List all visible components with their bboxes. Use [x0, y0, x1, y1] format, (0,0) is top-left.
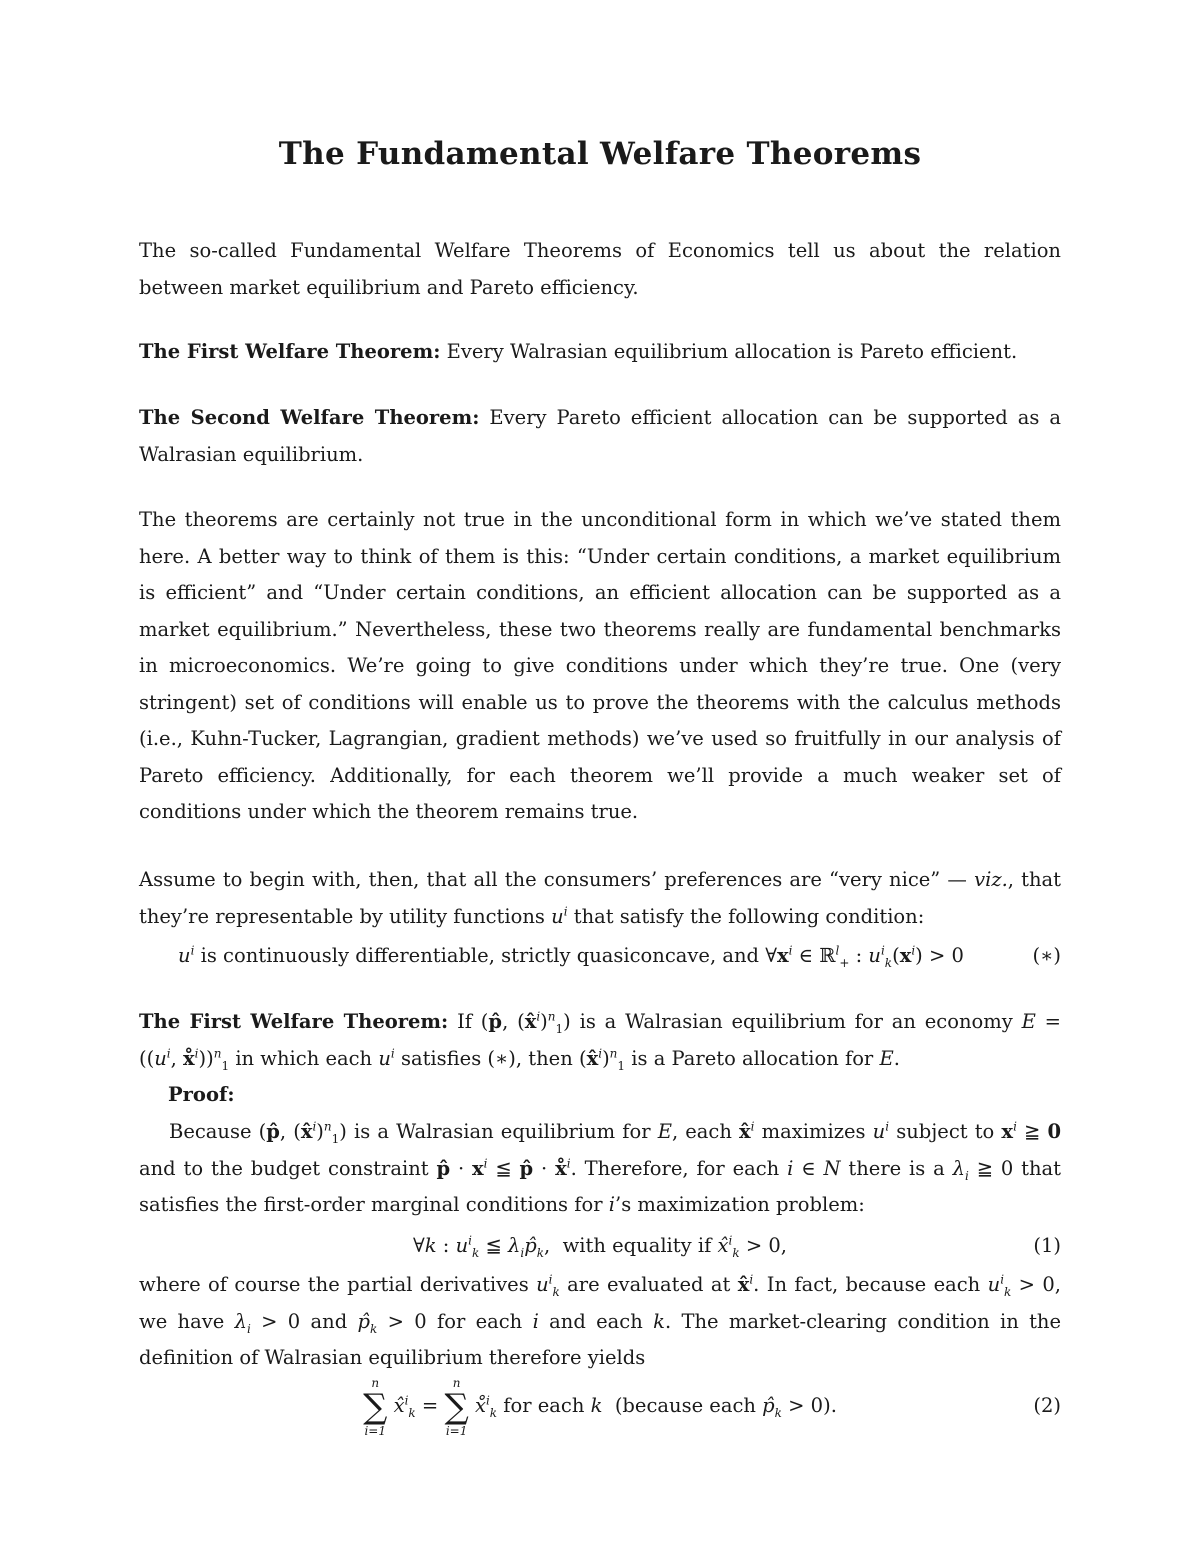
equation-tag-star: (∗) [1032, 944, 1061, 967]
equation-tag-1: (1) [1033, 1234, 1061, 1257]
second-theorem-statement [139, 400, 1061, 473]
first-theorem-label: The First Welfare Theorem: [139, 340, 441, 363]
proof-paragraph: Because (p̂, (x̂$^i$)$^n_1$) is a Walrasian equilibrium for E, each x̂$^i$ maximizes $u^i$ subject to $x^i$ ≧ 0 and to the budget constraint p̂ · $x^i$ ≦ p̂ · x̊$^i$. Therefore, for each i ∈ N there is a $\lambda_i$ ≧ 0 that satisfies the first-order marginal conditions for i’s maximization problem: [139, 1119, 1062, 1216]
assumption-paragraph: Assume to begin with, then, that all the consumers’ preferences are “very nice” — viz., that they’re representable by utility functions $u^i$ that satisfy the following condition: [139, 868, 1061, 928]
condition-star: $u^i$ is continuously differentiable, strictly quasiconcave, and $\forall x^i$ ∈ ℝ$^l_+$ : $u^i_k(x^i) > 0$ (∗) [178, 938, 1061, 974]
proof-label: Proof: [168, 1083, 235, 1106]
equation-2: n ∑ i=1 x̂$^i_k$ = n ∑ i=1 x̊$^i_k$ for each k (because each $p̂_k > 0$). (2) [139, 1370, 1061, 1442]
equation-tag-2: (2) [1033, 1394, 1061, 1417]
proof-label-line [168, 1077, 1061, 1114]
after-eq1-paragraph: where of course the partial derivatives $u^i_k$ are evaluated at x̂$^i$. In fact, because each $u^i_k > 0$, we have $\lambda_i > 0$ and $p̂_k > 0$ for each i and each k. The market-clearing condition in the definition of Walrasian equilibrium therefore yields [139, 1272, 1062, 1369]
discussion-paragraph: The theorems are certainly not true in the unconditional form in which we’ve stated them here. A better way to think of them is this: “Under certain conditions, a market equilibrium is efficient” and “Under certain conditions, an efficient allocation can be supported as a market equilibrium.” Nevertheless, these two theorems really are fundamental benchmarks in microeconomics. We’re going to give conditions under which they’re true. One (very stringent) set of conditions will enable us to prove the theorems with the calculus methods (i.e., Kuhn-Tucker, Lagrangian, gradient methods) we’ve used so fruitfully in our analysis of Pareto efficiency. Additionally, for each theorem we’ll provide a much weaker set of conditions under which the theorem remains true. [139, 508, 1061, 823]
second-theorem-label: The Second Welfare Theorem: [139, 406, 480, 429]
page-title: The Fundamental Welfare Theorems [278, 136, 922, 172]
first-theorem-formal: The First Welfare Theorem: If (p̂, (x̂$^i$)$^n_1$) is a Walrasian equilibrium for an economy $E = ((u^i$, x̊$^i$))$^n_1$ in which each $u^i$ satisfies (∗), then (x̂$^i$)$^n_1$ is a Pareto allocation for E. [139, 1009, 1061, 1073]
second-theorem-text: Every Pareto efficient allocation can be supported as a Walrasian equilibrium. [139, 406, 1061, 466]
equation-1: ∀k : $u^i_k$ ≦ $\lambda_ip̂_k$, with equality if x̂$^i_k$ > 0, (1) [139, 1228, 1061, 1264]
first-theorem-statement [139, 334, 1061, 371]
intro-paragraph: The so-called Fundamental Welfare Theorems of Economics tell us about the relation between market equilibrium and Pareto efficiency. [139, 239, 1061, 299]
first-theorem-text: Every Walrasian equilibrium allocation is Pareto efficient. [446, 340, 1018, 363]
